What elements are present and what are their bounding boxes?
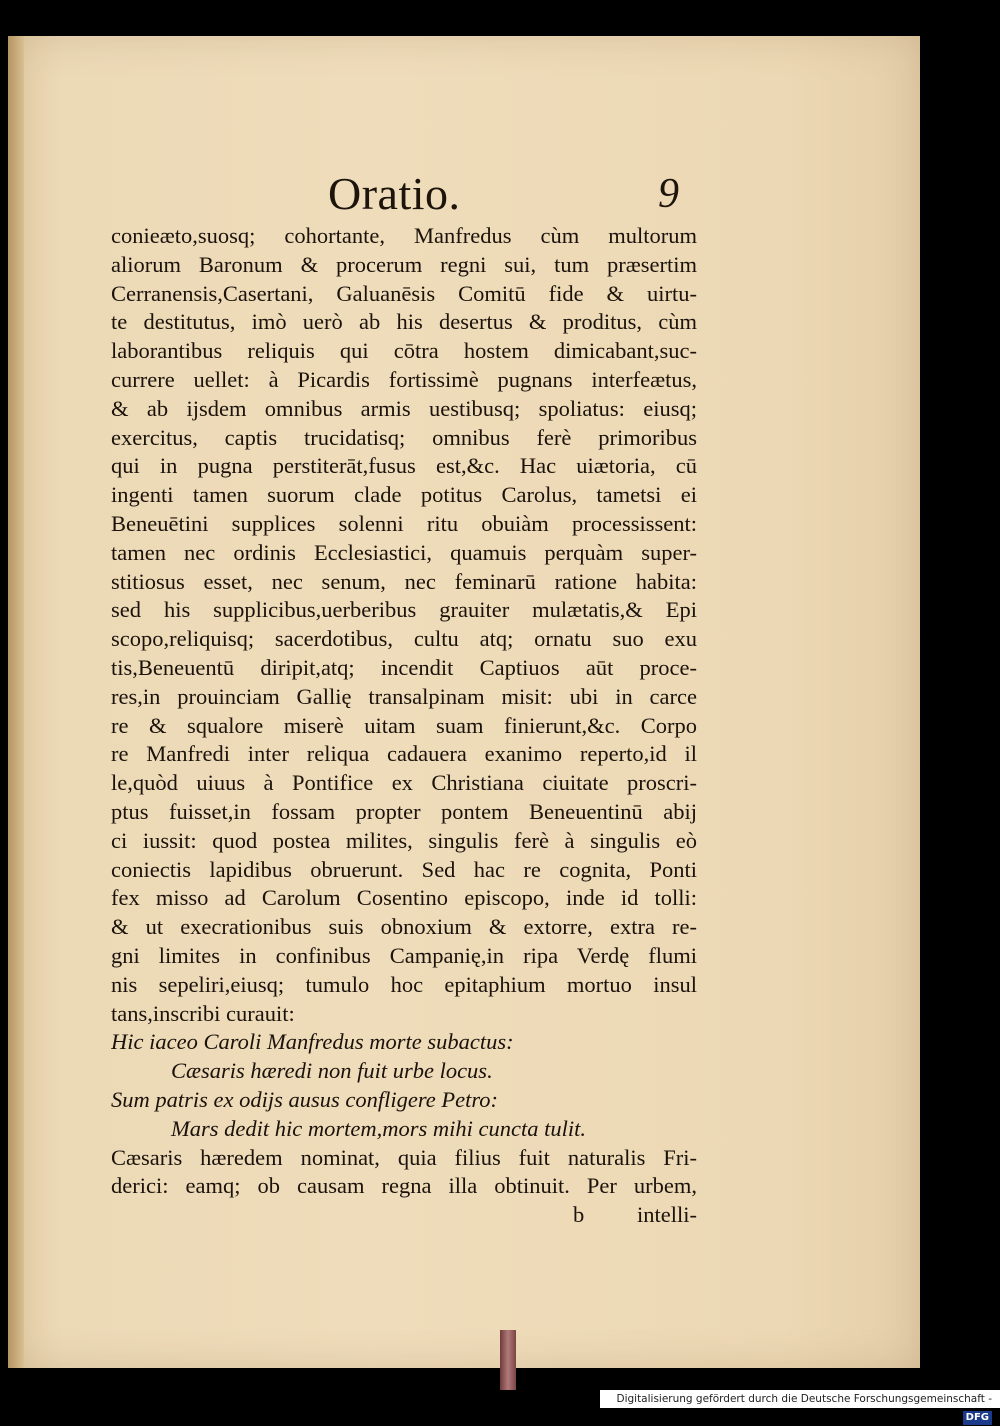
text-line: conieæto,suosq; cohortante, Manfredus cùm multorum bbox=[111, 223, 697, 248]
text-line: re & squalore miserè uitam suam finierunt,&c. Corpo bbox=[111, 712, 697, 738]
text-line: ci iussit: quod postea milites, singulis ferè à singulis eò bbox=[111, 827, 697, 853]
credit-text: Digitalisierung gefördert durch die Deutsche Forschungsgemeinschaft - bbox=[616, 1393, 992, 1405]
text-line: tans,inscribi curauit: bbox=[111, 1000, 295, 1026]
page-number: 9 bbox=[658, 171, 679, 217]
text-line: aliorum Baronum & procerum regni sui, tum præsertim bbox=[111, 251, 697, 277]
text-line: nis sepeliri,eiusq; tumulo hoc epitaphium mortuo insul bbox=[111, 971, 697, 997]
page-header bbox=[318, 166, 698, 222]
text-line: & ab ijsdem omnibus armis uestibusq; spoliatus: eiusq; bbox=[111, 395, 697, 421]
epitaph-verse: Sum patris ex odijs ausus confligere Petro: bbox=[111, 1086, 499, 1112]
signature-mark: b bbox=[573, 1202, 585, 1228]
text-line: le,quòd uiuus à Pontifice ex Christiana ciuitate proscri- bbox=[111, 770, 697, 796]
epitaph-verse: Hic iaceo Caroli Manfredus morte subactus: bbox=[111, 1029, 514, 1055]
text-line: gni limites in confinibus Campanię,in ripa Verdę flumi bbox=[111, 942, 697, 968]
text-line: stitiosus esset, nec senum, nec feminarū ratione habita: bbox=[111, 568, 697, 594]
text-line: qui in pugna perstiterāt,fusus est,&c. Hac uiætoria, cū bbox=[111, 453, 697, 479]
text-line: derici: eamq; ob causam regna illa obtinuit. Per urbem, bbox=[111, 1173, 697, 1199]
text-line: re Manfredi inter reliqua cadauera exanimo reperto,id il bbox=[111, 741, 697, 767]
text-line: exercitus, captis trucidatisq; omnibus ferè primoribus bbox=[111, 424, 697, 450]
text-line: ingenti tamen suorum clade potitus Carolus, tametsi ei bbox=[111, 482, 697, 508]
dfg-logo: DFG bbox=[963, 1411, 992, 1425]
text-line: coniectis lapidibus obruerunt. Sed hac re cognita, Ponti bbox=[111, 856, 697, 882]
digitization-credit bbox=[600, 1390, 1000, 1423]
text-line: currere uellet: à Picardis fortissimè pugnans interfeætus, bbox=[111, 366, 697, 392]
book-page bbox=[8, 36, 920, 1368]
text-line: tamen nec ordinis Ecclesiastici, quamuis perquàm super- bbox=[111, 539, 697, 565]
text-line: Cæsaris hæredem nominat, quia filius fuit naturalis Fri- bbox=[111, 1144, 697, 1170]
text-line: fex misso ad Carolum Cosentino episcopo, inde id tolli: bbox=[111, 885, 697, 911]
text-line: Beneuētini supplices solenni ritu obuiàm processissent: bbox=[111, 510, 697, 536]
text-line: tis,Beneuentū diripit,atq; incendit Captiuos aūt proce- bbox=[111, 654, 697, 680]
bookmark-ribbon bbox=[500, 1330, 516, 1390]
page-binding-edge bbox=[8, 36, 24, 1368]
epitaph-verse: Mars dedit hic mortem,mors mihi cuncta tulit. bbox=[171, 1115, 586, 1141]
text-line: te destitutus, imò uerò ab his desertus & proditus, cùm bbox=[111, 309, 697, 335]
catchword-line bbox=[111, 1201, 697, 1230]
text-line: Cerranensis,Casertani, Galuanēsis Comitū fide & uirtu- bbox=[111, 280, 697, 306]
running-head: Oratio. bbox=[328, 168, 461, 219]
epitaph-verse: Cæsaris hæredi non fuit urbe locus. bbox=[171, 1058, 493, 1084]
text-line: res,in prouinciam Gallię transalpinam misit: ubi in carce bbox=[111, 683, 697, 709]
text-line: sed his supplicibus,uerberibus grauiter mulætatis,& Epi bbox=[111, 597, 697, 623]
catchword: intelli- bbox=[637, 1202, 697, 1228]
text-line: scopo,reliquisq; sacerdotibus, cultu atq; ornatu suo exu bbox=[111, 626, 697, 652]
text-line: & ut execrationibus suis obnoxium & extorre, extra re- bbox=[111, 914, 697, 940]
body-text bbox=[111, 222, 697, 1230]
text-line: ptus fuisset,in fossam propter pontem Beneuentinū abij bbox=[111, 798, 697, 824]
text-line: laborantibus reliquis qui cōtra hostem dimicabant,suc- bbox=[111, 338, 697, 364]
